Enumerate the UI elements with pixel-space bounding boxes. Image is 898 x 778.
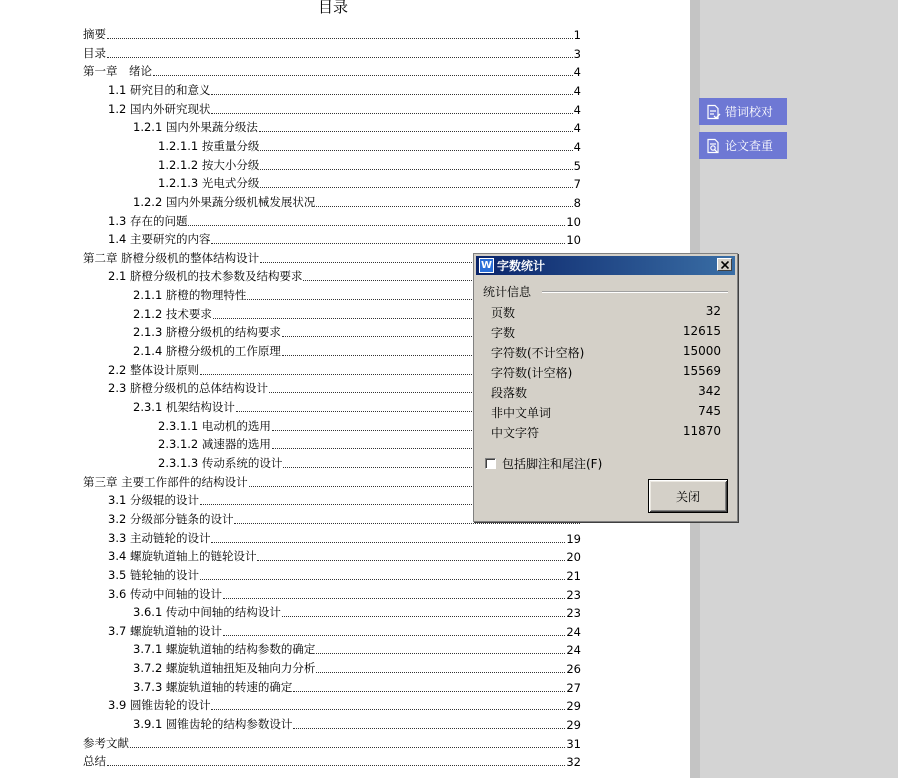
stat-row-words — [491, 324, 721, 344]
toc-title: 目录 — [317, 0, 348, 16]
toc-entry[interactable] — [133, 677, 581, 695]
plagiarism-check-icon — [705, 138, 721, 154]
stat-label: 段落数 — [491, 386, 528, 400]
dialog-titlebar[interactable] — [476, 256, 735, 275]
toc-entry-title: 1.2.1.2 按大小分级 — [158, 157, 260, 172]
toc-leader-dots — [316, 653, 565, 654]
group-divider — [542, 291, 728, 293]
proofread-icon — [705, 104, 721, 120]
toc-entry[interactable] — [83, 61, 581, 79]
toc-entry-title: 2.3.1.3 传动系统的设计 — [158, 455, 283, 470]
toc-entry[interactable] — [133, 602, 581, 620]
toc-leader-dots — [257, 560, 565, 561]
toc-leader-dots — [200, 579, 565, 580]
toc-entry-title: 1.1 研究目的和意义 — [108, 82, 211, 97]
toc-leader-dots — [107, 38, 573, 39]
toc-entry-title: 第一章 绪论 — [83, 64, 152, 79]
toc-leader-dots — [316, 206, 572, 207]
toc-leader-dots — [293, 691, 565, 692]
toc-entry-title: 3.5 链轮轴的设计 — [108, 567, 199, 582]
toc-entry-title: 2.1.2 技术要求 — [133, 306, 212, 321]
proofread-label: 错词校对 — [725, 105, 774, 119]
toc-entry-title: 第二章 脐橙分级机的整体结构设计 — [83, 250, 260, 265]
dialog-title: 字数统计 — [497, 259, 546, 273]
stat-value: 11870 — [682, 424, 721, 438]
toc-entry[interactable] — [158, 173, 581, 191]
close-button[interactable]: 关闭 — [648, 479, 728, 513]
dialog-close-button[interactable] — [717, 258, 732, 271]
toc-entry-title: 目录 — [83, 45, 106, 60]
toc-entry[interactable] — [158, 136, 581, 154]
toc-entry-title: 摘要 — [83, 27, 106, 41]
toc-entry-page: 10 — [566, 214, 581, 229]
toc-entry[interactable] — [83, 751, 581, 769]
toc-leader-dots — [211, 542, 565, 543]
toc-leader-dots — [260, 150, 572, 151]
toc-entry-title: 2.1 脐橙分级机的技术参数及结构要求 — [108, 269, 303, 284]
toc-entry[interactable] — [83, 43, 581, 61]
toc-entry[interactable] — [108, 80, 581, 98]
stat-row-chinese-chars — [491, 424, 721, 444]
toc-entry[interactable] — [158, 155, 581, 173]
toc-entry-title: 1.2.2 国内外果蔬分级机械发展状况 — [133, 194, 316, 209]
toc-entry-title: 3.9.1 圆锥齿轮的结构参数设计 — [133, 717, 293, 732]
footnotes-checkbox-label: 包括脚注和尾注(F) — [502, 457, 603, 471]
toc-leader-dots — [260, 187, 572, 188]
toc-entry-title: 2.3.1 机架结构设计 — [133, 400, 235, 414]
toc-entry[interactable] — [108, 695, 581, 713]
toc-entry-title: 2.1.1 脐橙的物理特性 — [133, 288, 247, 303]
toc-leader-dots — [188, 225, 565, 226]
toc-entry-title: 3.7.1 螺旋轨道轴的结构参数的确定 — [133, 642, 316, 657]
toc-entry-title: 3.1 分级辊的设计 — [108, 493, 199, 508]
toc-entry-title: 2.3 脐橙分级机的总体结构设计 — [108, 381, 268, 396]
toc-leader-dots — [223, 598, 565, 599]
toc-entry[interactable] — [108, 565, 581, 583]
toc-entry-title: 参考文献 — [83, 735, 129, 750]
stat-row-non-chinese-words — [491, 404, 721, 424]
toc-entry-page: 3 — [573, 46, 581, 61]
stat-value: 342 — [698, 384, 721, 398]
toc-entry-title: 3.7 螺旋轨道轴的设计 — [108, 623, 222, 638]
toc-entry-title: 3.7.2 螺旋轨道轴扭矩及轴向力分析 — [133, 661, 316, 676]
stat-value: 32 — [705, 304, 721, 318]
footnotes-checkbox[interactable] — [485, 458, 496, 469]
toc-entry-title: 3.3 主动链轮的设计 — [108, 530, 211, 545]
toc-entry-page: 26 — [566, 662, 581, 677]
toc-entry-page: 4 — [573, 65, 581, 80]
toc-entry[interactable] — [83, 733, 581, 751]
toc-entry-title: 3.2 分级部分链条的设计 — [108, 511, 234, 526]
toc-leader-dots — [260, 169, 572, 170]
stats-group-label: 统计信息 — [483, 285, 532, 299]
toc-leader-dots — [293, 728, 565, 729]
toc-entry-title: 3.6 传动中间轴的设计 — [108, 586, 222, 601]
proofread-button[interactable] — [699, 98, 787, 125]
toc-entry[interactable] — [133, 658, 581, 676]
toc-entry[interactable] — [133, 192, 581, 210]
stat-label: 字数 — [491, 326, 516, 340]
toc-entry-page: 4 — [573, 121, 581, 136]
toc-leader-dots — [211, 94, 572, 95]
toc-entry-page: 4 — [573, 83, 581, 98]
toc-leader-dots — [316, 672, 565, 673]
toc-entry[interactable] — [108, 528, 581, 546]
toc-leader-dots — [211, 243, 565, 244]
toc-leader-dots — [107, 57, 573, 58]
toc-leader-dots — [282, 616, 565, 617]
toc-entry-page: 23 — [566, 587, 581, 602]
toc-leader-dots — [211, 113, 572, 114]
toc-entry-page: 19 — [566, 531, 581, 546]
wps-app-icon: W — [480, 260, 493, 271]
toc-entry-page: 27 — [566, 680, 581, 695]
toc-leader-dots — [223, 635, 565, 636]
toc-entry-title: 3.6.1 传动中间轴的结构设计 — [133, 605, 281, 620]
toc-entry-page: 4 — [573, 102, 581, 117]
stat-label: 非中文单词 — [491, 406, 552, 420]
toc-entry-page: 24 — [566, 624, 581, 639]
stat-value: 12615 — [682, 324, 721, 338]
toc-entry-title: 第三章 主要工作部件的结构设计 — [83, 474, 248, 489]
toc-entry-page: 29 — [566, 718, 581, 733]
stat-value: 15569 — [682, 364, 721, 378]
toc-entry-title: 3.9 圆锥齿轮的设计 — [108, 698, 211, 713]
stat-row-pages — [491, 304, 721, 324]
toc-entry[interactable] — [133, 714, 581, 732]
toc-entry-page: 1 — [573, 28, 581, 42]
toc-entry-title: 1.2 国内外研究现状 — [108, 101, 211, 116]
stat-value: 745 — [698, 404, 721, 418]
stat-label: 字符数(计空格) — [491, 366, 573, 380]
toc-entry-title: 2.3.1.2 减速器的选用 — [158, 437, 271, 452]
toc-leader-dots — [259, 131, 573, 132]
toc-entry-page: 23 — [566, 606, 581, 621]
toc-entry[interactable] — [108, 211, 581, 229]
toc-entry-page: 32 — [566, 755, 581, 770]
toc-entry-title: 1.2.1 国内外果蔬分级法 — [133, 120, 258, 135]
toc-leader-dots — [211, 709, 565, 710]
toc-entry-title: 1.2.1.3 光电式分级 — [158, 176, 260, 191]
stat-label: 字符数(不计空格) — [491, 346, 585, 360]
toc-entry-page: 20 — [566, 550, 581, 565]
toc-entry[interactable] — [108, 621, 581, 639]
toc-entry-title: 2.1.4 脐橙分级机的工作原理 — [133, 344, 281, 359]
stat-row-paragraphs — [491, 384, 721, 404]
toc-entry[interactable] — [108, 584, 581, 602]
toc-leader-dots — [130, 747, 565, 748]
footnotes-checkbox-row[interactable] — [485, 455, 602, 472]
toc-entry-title: 3.7.3 螺旋轨道轴的转速的确定 — [133, 679, 293, 694]
toc-leader-dots — [153, 75, 573, 76]
plagiarism-check-label: 论文查重 — [725, 139, 774, 153]
stat-row-chars-with-spaces — [491, 364, 721, 384]
toc-entry-title: 2.3.1.1 电动机的选用 — [158, 418, 271, 433]
toc-entry-page: 5 — [573, 158, 581, 173]
toc-entry[interactable] — [108, 546, 581, 564]
toc-entry-title: 1.4 主要研究的内容 — [108, 232, 211, 247]
stat-row-chars-no-spaces — [491, 344, 721, 364]
toc-entry-title: 2.2 整体设计原则 — [108, 362, 199, 377]
toc-entry-title: 2.1.3 脐橙分级机的结构要求 — [133, 325, 281, 340]
toc-entry-page: 31 — [566, 736, 581, 751]
toc-entry-page: 29 — [566, 699, 581, 714]
toc-entry-page: 4 — [573, 139, 581, 154]
toc-entry[interactable] — [108, 99, 581, 117]
toc-entry-page: 24 — [566, 643, 581, 658]
toc-entry-title: 总结 — [83, 754, 106, 769]
stat-label: 页数 — [491, 306, 516, 320]
toc-entry-title: 3.4 螺旋轨道轴上的链轮设计 — [108, 549, 257, 564]
toc-entry-page: 10 — [566, 233, 581, 248]
toc-entry[interactable] — [133, 639, 581, 657]
toc-leader-dots — [107, 765, 565, 766]
toc-entry-page: 7 — [573, 177, 581, 192]
toc-entry-page: 21 — [566, 568, 581, 583]
stat-value: 15000 — [682, 344, 721, 358]
plagiarism-check-button[interactable] — [699, 132, 787, 159]
toc-entry[interactable] — [108, 229, 581, 247]
toc-entry[interactable] — [133, 117, 581, 135]
toc-leader-dots — [234, 523, 580, 524]
toc-entry-title: 1.2.1.1 按重量分级 — [158, 138, 260, 153]
word-count-dialog — [473, 253, 738, 522]
close-icon — [721, 261, 729, 269]
stat-label: 中文字符 — [491, 426, 540, 440]
toc-entry-title: 1.3 存在的问题 — [108, 213, 188, 228]
toc-entry-page: 8 — [573, 195, 581, 210]
toc-entry[interactable] — [83, 24, 581, 42]
